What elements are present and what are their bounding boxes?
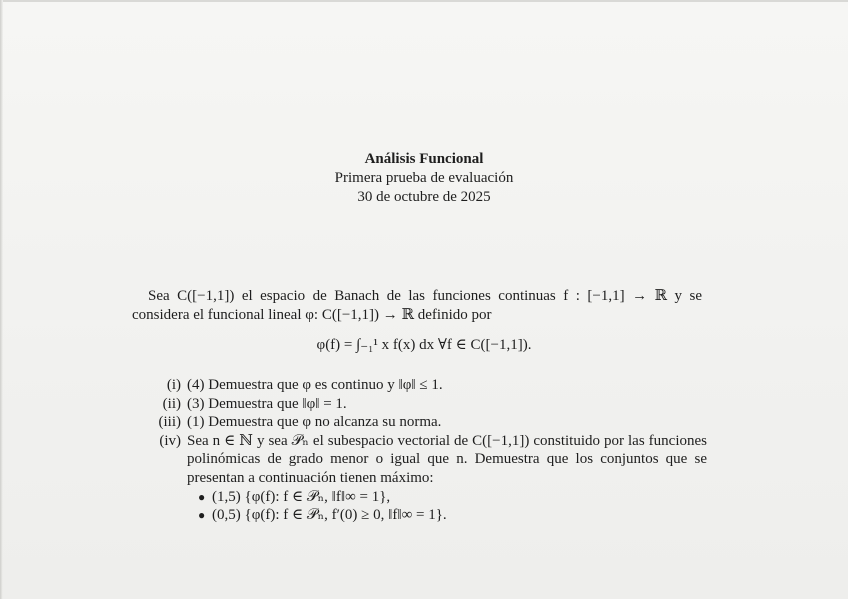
- paper-top-edge: [0, 0, 848, 2]
- exercise-label: (iv): [159, 432, 181, 449]
- bullet-icon: ●: [198, 508, 206, 523]
- exercise-text: (1) Demuestra que φ no alcanza su norma.: [187, 414, 442, 431]
- exercise-label: (iii): [158, 414, 181, 431]
- exercise-text: Sea n ∈ ℕ y sea 𝒫ₙ el subespacio vectorial de C([−1,1]) constituido por las funciones polinómicas de grado menor o igual que n. Demuestra que los conjuntos que se presentan a continuación tienen máximo:: [187, 432, 707, 486]
- sub-item-list: [198, 488, 707, 525]
- exercise-item: [132, 395, 707, 414]
- intro-paragraph: Sea C([−1,1]) el espacio de Banach de las funciones continuas f : [−1,1] → ℝ y se considera el funcional lineal φ: C([−1,1]) → ℝ definido por: [132, 288, 702, 323]
- exercise-item: [132, 413, 707, 432]
- exam-subtitle: Primera prueba de evaluación: [334, 170, 514, 186]
- exercise-label: (ii): [162, 395, 181, 412]
- exercise-item: [132, 432, 707, 488]
- exercise-text: (3) Demuestra que ‖φ‖ = 1.: [187, 395, 347, 412]
- exam-date: 30 de octubre de 2025: [357, 189, 491, 205]
- exam-title: Análisis Funcional: [364, 151, 484, 167]
- sub-item: [198, 488, 707, 507]
- sub-item: [198, 506, 707, 525]
- exercise-list: [132, 376, 707, 525]
- paper-left-edge: [0, 0, 3, 599]
- exercise-text: (4) Demuestra que φ es continuo y ‖φ‖ ≤ 1.: [187, 377, 443, 393]
- sub-item-text: (0,5) {φ(f): f ∈ 𝒫ₙ, f′(0) ≥ 0, ‖f‖∞ = 1}.: [212, 507, 447, 524]
- sub-item-text: (1,5) {φ(f): f ∈ 𝒫ₙ, ‖f‖∞ = 1},: [212, 488, 391, 505]
- definition-formula: φ(f) = ∫₋₁¹ x f(x) dx ∀f ∈ C([−1,1]).: [316, 337, 532, 353]
- exercise-label: (i): [166, 377, 181, 393]
- exercise-item: [132, 376, 707, 395]
- bullet-icon: ●: [198, 489, 206, 504]
